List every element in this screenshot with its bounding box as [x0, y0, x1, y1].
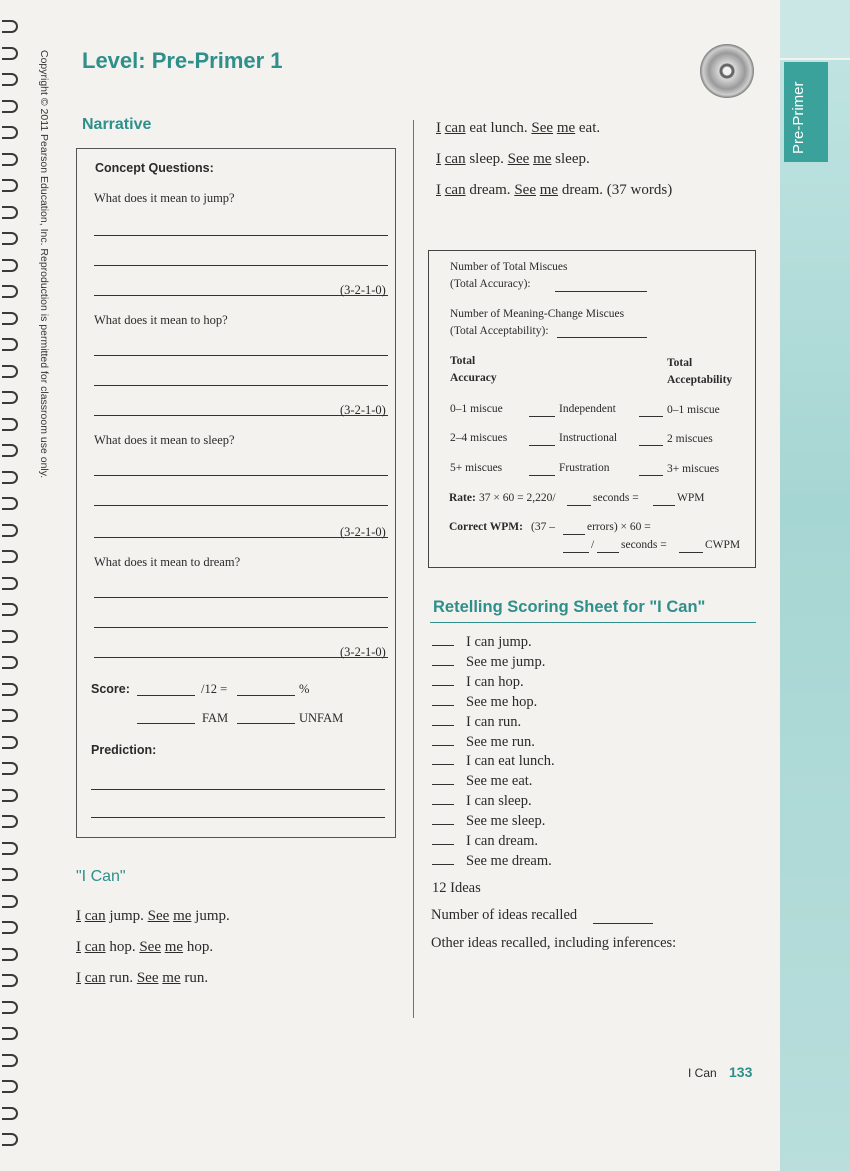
underlined-word: See — [139, 939, 161, 955]
retelling-item — [432, 793, 532, 810]
cwpm-numerator-blank[interactable] — [563, 552, 589, 553]
total-accuracy-blank[interactable] — [555, 291, 647, 292]
answer-line[interactable] — [94, 265, 388, 266]
concept-question: What does it mean to dream? — [94, 555, 241, 569]
spiral-coil — [2, 418, 18, 431]
section-tab — [780, 60, 850, 1171]
spiral-coil — [2, 153, 18, 166]
unfam-label: UNFAM — [299, 711, 344, 725]
ideas-recalled-label: Number of ideas recalled — [431, 907, 578, 923]
story-word: run. — [180, 970, 209, 986]
spiral-coil — [2, 948, 18, 961]
question-score: (3-2-1-0) — [340, 283, 386, 297]
spiral-coil — [2, 47, 18, 60]
spiral-coil — [2, 365, 18, 378]
story-word: sleep. — [551, 151, 590, 167]
accuracy-blank[interactable] — [529, 475, 555, 476]
spiral-coil — [2, 1001, 18, 1014]
spiral-coil — [2, 259, 18, 272]
answer-line[interactable] — [94, 235, 388, 236]
retelling-item-text: I can dream. — [466, 833, 539, 849]
underlined-word: I — [436, 151, 441, 167]
percent-sign: % — [299, 682, 310, 696]
total-acceptability-label: (Total Acceptability): — [450, 325, 549, 337]
prediction-label: Prediction: — [91, 743, 157, 757]
underlined-word: me — [533, 151, 552, 167]
retelling-item-text: See me hop. — [466, 693, 538, 710]
story-line — [436, 182, 672, 199]
underlined-word: See — [147, 908, 170, 924]
spiral-coil — [2, 232, 18, 245]
underlined-word: can — [444, 182, 466, 198]
concept-heading: Concept Questions: — [95, 161, 214, 175]
retelling-item — [432, 753, 555, 770]
concept-question: What does it mean to jump? — [94, 191, 235, 205]
miscue-row-right: 0–1 miscue — [667, 404, 720, 416]
spiral-coil — [2, 1080, 18, 1093]
answer-line[interactable] — [94, 475, 388, 476]
retelling-item-text: I can hop. — [466, 673, 524, 690]
answer-line[interactable] — [94, 597, 388, 598]
cwpm-blank[interactable] — [679, 552, 703, 553]
underlined-word: me — [539, 182, 559, 198]
retelling-item-text: See me sleep. — [466, 813, 546, 830]
rate-label: Rate: — [449, 492, 476, 504]
score-denominator: /12 = — [201, 682, 228, 696]
narrative-heading: Narrative — [82, 116, 152, 133]
slash: / — [591, 539, 595, 551]
acceptability-blank[interactable] — [639, 475, 663, 476]
spiral-coil — [2, 762, 18, 775]
concept-question: What does it mean to sleep? — [94, 433, 235, 447]
meaning-change-label: Number of Meaning-Change Miscues — [450, 308, 625, 320]
unfam-blank[interactable] — [237, 723, 295, 724]
underlined-word: See — [531, 120, 554, 136]
story-line — [76, 939, 213, 956]
copyright-notice — [38, 50, 52, 520]
concept-question: What does it mean to hop? — [94, 313, 228, 327]
col-acceptability-1: Total — [667, 357, 693, 369]
correct-wpm-label: Correct WPM: — [449, 521, 523, 533]
seconds-blank[interactable] — [567, 505, 591, 506]
retelling-item — [432, 634, 532, 651]
prediction-line[interactable] — [91, 789, 385, 790]
retelling-check-blank[interactable] — [432, 844, 454, 845]
spiral-coil — [2, 1054, 18, 1067]
fam-label: FAM — [202, 711, 229, 725]
retelling-check-blank[interactable] — [432, 645, 454, 646]
acceptability-blank[interactable] — [639, 416, 663, 417]
story-word: sleep. — [465, 151, 508, 167]
percent-blank[interactable] — [237, 695, 295, 696]
underlined-word: I — [76, 939, 81, 955]
prediction-line[interactable] — [91, 817, 385, 818]
spiral-coil — [2, 20, 18, 33]
story-word: jump. — [105, 908, 148, 924]
miscue-box — [428, 250, 756, 568]
spiral-coil — [2, 1027, 18, 1040]
miscue-row-left: 2–4 miscues — [450, 432, 508, 444]
wpm-label: WPM — [677, 492, 705, 504]
column-divider — [413, 120, 414, 1018]
retelling-item-text: See me dream. — [466, 852, 552, 869]
accuracy-blank[interactable] — [529, 416, 555, 417]
cwpm-seconds-blank[interactable] — [597, 552, 619, 553]
spiral-binding — [0, 0, 22, 1171]
answer-line[interactable] — [94, 355, 388, 356]
other-ideas-label: Other ideas recalled, including inferences: — [431, 935, 677, 951]
col-acceptability-2: Acceptability — [667, 374, 733, 386]
spiral-coil — [2, 630, 18, 643]
spiral-coil — [2, 895, 18, 908]
spiral-coil — [2, 842, 18, 855]
spiral-coil — [2, 206, 18, 219]
seconds-eq: seconds = — [593, 492, 639, 504]
retelling-item — [432, 813, 545, 830]
spiral-coil — [2, 550, 18, 563]
story-line — [76, 970, 208, 987]
col-accuracy-2: Accuracy — [450, 372, 497, 384]
answer-line[interactable] — [94, 505, 388, 506]
spiral-coil — [2, 1107, 18, 1120]
retelling-item — [432, 694, 537, 711]
retelling-item — [432, 833, 538, 850]
story-word: hop. — [183, 939, 214, 955]
retelling-item-text: I can eat lunch. — [466, 753, 555, 770]
answer-line[interactable] — [94, 627, 388, 628]
retelling-item-text: I can run. — [466, 713, 522, 730]
story-word: dream. (37 words) — [558, 182, 673, 198]
spiral-coil — [2, 100, 18, 113]
retelling-check-blank[interactable] — [432, 764, 454, 765]
spiral-coil — [2, 815, 18, 828]
total-accuracy-label: (Total Accuracy): — [450, 278, 531, 290]
col-accuracy-1: Total — [450, 355, 476, 367]
miscue-row-level: Instructional — [559, 432, 618, 444]
spiral-coil — [2, 683, 18, 696]
story-word: run. — [105, 970, 137, 986]
retelling-rule — [430, 622, 756, 623]
answer-line[interactable] — [94, 385, 388, 386]
concept-questions-box — [76, 148, 396, 838]
accuracy-blank[interactable] — [529, 445, 555, 446]
spiral-coil — [2, 391, 18, 404]
retelling-check-blank[interactable] — [432, 725, 454, 726]
underlined-word: me — [556, 120, 576, 136]
underlined-word: I — [436, 182, 441, 198]
story-line — [76, 908, 230, 925]
question-score: (3-2-1-0) — [340, 403, 386, 417]
story-word: eat lunch. — [465, 120, 532, 136]
retelling-check-blank[interactable] — [432, 685, 454, 686]
underlined-word: can — [84, 970, 106, 986]
errors-label: errors) × 60 = — [587, 521, 651, 533]
miscue-row-right: 3+ miscues — [667, 463, 720, 475]
tab-label-text: Pre-Primer — [790, 81, 807, 154]
retelling-check-blank[interactable] — [432, 864, 454, 865]
story-title: "I Can" — [76, 868, 126, 885]
spiral-coil — [2, 524, 18, 537]
spiral-coil — [2, 789, 18, 802]
miscue-row-level: Frustration — [559, 462, 610, 474]
story-line — [436, 151, 590, 168]
cwpm-label: CWPM — [705, 539, 741, 551]
story-word: hop. — [105, 939, 140, 955]
underlined-word: me — [162, 970, 181, 986]
underlined-word: can — [444, 120, 466, 136]
tab-top — [780, 0, 850, 58]
retelling-item — [432, 654, 545, 671]
spiral-coil — [2, 603, 18, 616]
tab-label — [784, 62, 828, 162]
retelling-check-blank[interactable] — [432, 665, 454, 666]
retelling-check-blank[interactable] — [432, 804, 454, 805]
spiral-coil — [2, 338, 18, 351]
spiral-coil — [2, 497, 18, 510]
retelling-item — [432, 714, 521, 731]
underlined-word: can — [84, 908, 106, 924]
question-score: (3-2-1-0) — [340, 645, 386, 659]
total-miscues-label: Number of Total Miscues — [450, 261, 568, 273]
cd-icon — [700, 44, 754, 98]
page-number: 133 — [729, 1064, 753, 1080]
underlined-word: can — [444, 151, 466, 167]
spiral-coil — [2, 179, 18, 192]
retelling-title: Retelling Scoring Sheet for "I Can" — [433, 598, 706, 616]
errors-blank[interactable] — [563, 534, 585, 535]
ideas-recalled-blank[interactable] — [593, 923, 653, 924]
total-acceptability-blank[interactable] — [557, 337, 647, 338]
spiral-coil — [2, 921, 18, 934]
retelling-check-blank[interactable] — [432, 784, 454, 785]
retelling-item — [432, 734, 535, 751]
underlined-word: See — [507, 151, 530, 167]
copyright-text: Copyright © 2011 Pearson Education, Inc. Reproduction is permitted for classroom use only. — [38, 50, 50, 479]
retelling-item — [432, 853, 552, 870]
underlined-word: can — [84, 939, 106, 955]
footer-label: I Can — [688, 1066, 717, 1080]
underlined-word: I — [76, 908, 81, 924]
miscue-row-level: Independent — [559, 403, 616, 415]
underlined-word: I — [76, 970, 81, 986]
retelling-check-blank[interactable] — [432, 745, 454, 746]
correct-formula: (37 – — [531, 521, 555, 533]
question-score: (3-2-1-0) — [340, 525, 386, 539]
spiral-coil — [2, 444, 18, 457]
miscue-row-left: 0–1 miscue — [450, 403, 503, 415]
spiral-coil — [2, 1133, 18, 1146]
story-word: dream. — [465, 182, 515, 198]
retelling-item-text: See me jump. — [466, 653, 546, 670]
miscue-row-left: 5+ miscues — [450, 462, 503, 474]
retelling-item — [432, 773, 532, 790]
fam-blank[interactable] — [137, 723, 195, 724]
wpm-blank[interactable] — [653, 505, 675, 506]
spiral-coil — [2, 471, 18, 484]
spiral-coil — [2, 709, 18, 722]
retelling-check-blank[interactable] — [432, 824, 454, 825]
retelling-item — [432, 674, 524, 691]
retelling-item-text: I can sleep. — [466, 793, 532, 810]
spiral-coil — [2, 736, 18, 749]
underlined-word: See — [136, 970, 159, 986]
spiral-coil — [2, 73, 18, 86]
retelling-check-blank[interactable] — [432, 705, 454, 706]
spiral-coil — [2, 974, 18, 987]
ideas-count: 12 Ideas — [432, 880, 481, 896]
story-line — [436, 120, 600, 137]
retelling-item-text: See me run. — [466, 733, 535, 750]
miscue-row-right: 2 miscues — [667, 433, 713, 445]
underlined-word: See — [514, 182, 536, 198]
seconds-eq-2: seconds = — [621, 539, 667, 551]
retelling-item-text: See me eat. — [466, 773, 533, 790]
score-blank[interactable] — [137, 695, 195, 696]
underlined-word: I — [436, 120, 441, 136]
score-label: Score: — [91, 682, 130, 696]
underlined-word: me — [173, 908, 192, 924]
rate-formula: 37 × 60 = 2,220/ — [479, 492, 556, 504]
spiral-coil — [2, 577, 18, 590]
page-title: Level: Pre-Primer 1 — [82, 48, 283, 73]
spiral-coil — [2, 126, 18, 139]
spiral-coil — [2, 868, 18, 881]
spiral-coil — [2, 285, 18, 298]
acceptability-blank[interactable] — [639, 445, 663, 446]
spiral-coil — [2, 656, 18, 669]
story-word: jump. — [191, 908, 230, 924]
underlined-word: me — [164, 939, 184, 955]
spiral-coil — [2, 312, 18, 325]
retelling-item-text: I can jump. — [466, 634, 532, 650]
story-word: eat. — [575, 120, 601, 136]
